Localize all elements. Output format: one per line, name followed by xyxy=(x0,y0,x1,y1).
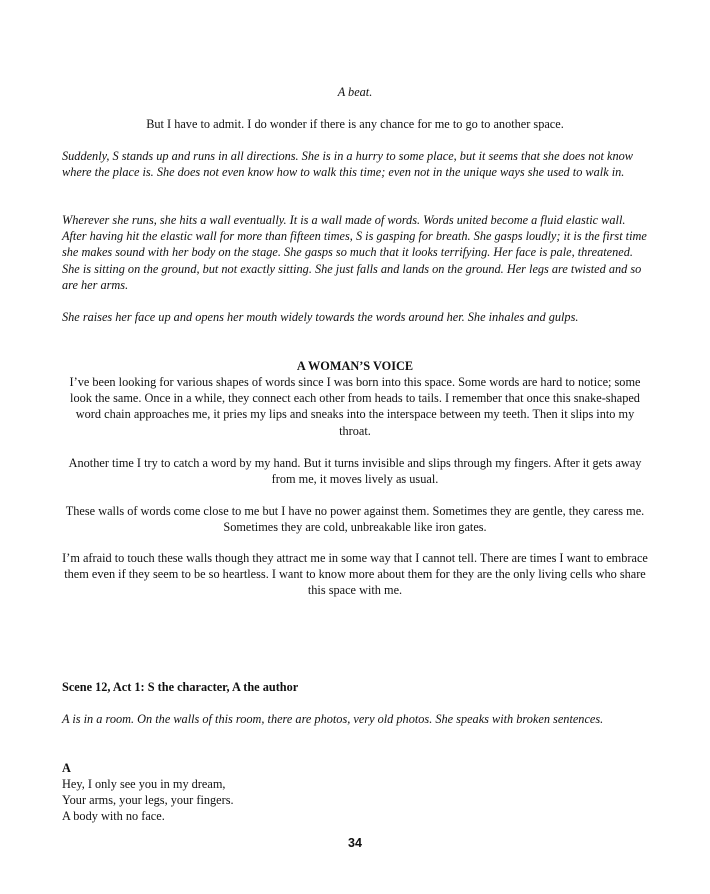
voice-paragraph: Another time I try to catch a word by my hand. But it turns invisible and slips through my fingers. After it gets away from me, it moves lively as usual. xyxy=(68,456,642,487)
voice-paragraph: I’ve been looking for various shapes of words since I was born into this space. Some words are hard to notice; some look the same. Once in a while, they connect each other from heads to tails. I remember that once this snake-shaped word chain approaches me, it pries my lips and sneaks into the interspace between my teeth. Then it slips into my throat. xyxy=(69,375,641,438)
scene-stage-direction: A is in a room. On the walls of this room, there are photos, very old photos. She speaks with broken sentences. xyxy=(62,712,604,726)
voice-paragraph: These walls of words come close to me but I have no power against them. Sometimes they are gentle, they caress me. Sometimes they are cold, unbreakable like iron gates. xyxy=(65,504,645,535)
verse-lines xyxy=(62,776,648,825)
scene-heading: Scene 12, Act 1: S the character, A the author xyxy=(62,680,299,694)
stage-direction-face: She raises her face up and opens her mouth widely towards the words around her. She inhales and gulps. xyxy=(62,310,579,324)
page-number: 34 xyxy=(348,836,362,850)
stage-direction-beat: A beat. xyxy=(337,85,373,99)
verse-line: A body with no face. xyxy=(62,809,165,824)
stage-direction-runs: Suddenly, S stands up and runs in all directions. She is in a hurry to some place, but it seems that she does not know where the place is. She does not even know how to walk this time; even not in the unique ways she used to walk in. xyxy=(62,149,633,180)
speaker-name-woman-voice: A WOMAN’S VOICE xyxy=(296,359,414,373)
stage-direction-wall: Wherever she runs, she hits a wall eventually. It is a wall made of words. Words united become a fluid elastic wall. After having hit the elastic wall for more than fifteen times, S is gasping for breath. She gasps loudly; it is the first time she makes sound with her body on the stage. She gasps so much that it looks terrifying. Her face is pale, threatened. She is sitting on the ground, but not exactly sitting. She just falls and lands on the ground. Her legs are twisted and so are her arms. xyxy=(62,213,647,292)
speaker-name-a: A xyxy=(62,761,71,775)
dialogue-line-admit: But I have to admit. I do wonder if there is any chance for me to go to another space. xyxy=(146,117,564,131)
verse-line: Hey, I only see you in my dream, xyxy=(62,777,226,791)
verse-line: Your arms, your legs, your fingers. xyxy=(62,793,234,808)
voice-paragraph: I’m afraid to touch these walls though they attract me in some way that I cannot tell. There are times I want to embrace them even if they seem to be so heartless. I want to know more about them for they are the only living cells who share this space with me. xyxy=(62,551,648,598)
